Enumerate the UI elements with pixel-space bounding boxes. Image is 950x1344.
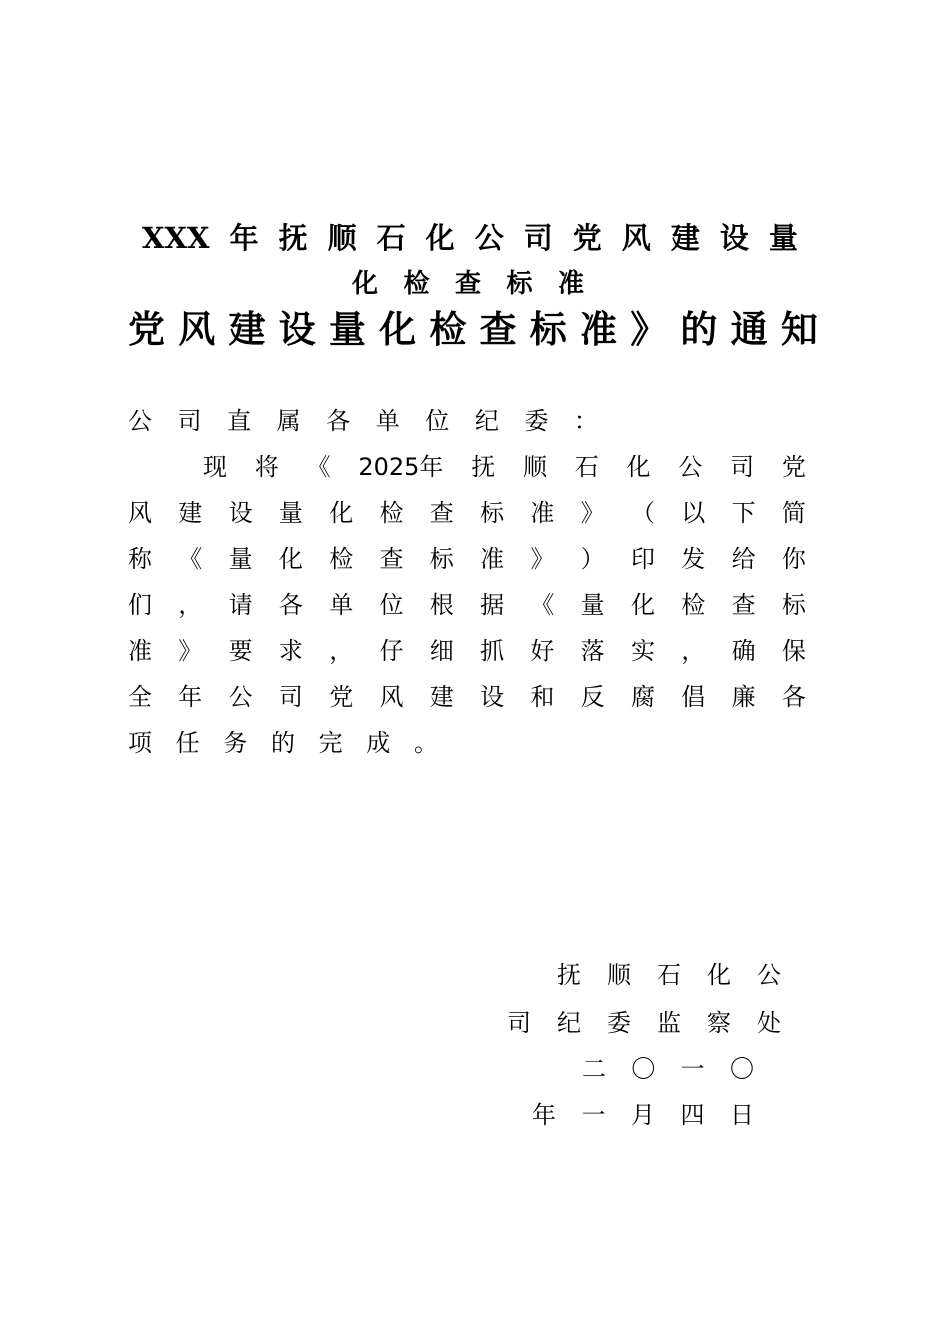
glyph: 下 (731, 499, 756, 527)
glyph: 准 (557, 269, 584, 299)
glyph: 你 (781, 545, 806, 573)
glyph: 党 (329, 683, 354, 711)
notice-title-line-2 (352, 266, 584, 302)
glyph: 化 (278, 545, 303, 573)
notice-title-line-3 (128, 306, 818, 352)
glyph: 》 (630, 307, 668, 351)
glyph: 保 (781, 637, 806, 665)
glyph: 标 (429, 545, 454, 573)
glyph: 顺 (607, 961, 631, 989)
glyph: 量 (278, 499, 303, 527)
glyph: 风 (128, 499, 152, 527)
glyph: 。 (413, 729, 438, 757)
glyph: 量 (768, 221, 798, 255)
body-line-6 (128, 682, 806, 712)
glyph: 顺 (522, 453, 547, 481)
glyph: 《 (178, 545, 203, 573)
greeting-line (128, 406, 598, 436)
glyph: 准 (128, 637, 152, 665)
glyph: 给 (731, 545, 756, 573)
glyph: 检 (429, 307, 467, 351)
glyph: 司 (730, 453, 755, 481)
glyph: 标 (480, 499, 505, 527)
notice-title-line-1 (142, 219, 798, 257)
glyph: 单 (329, 591, 354, 619)
glyph: 检 (329, 545, 354, 573)
glyph: 党 (128, 307, 165, 351)
glyph: 检 (379, 499, 404, 527)
glyph: 和 (530, 683, 555, 711)
glyph: 2025年 (358, 453, 444, 481)
glyph: 处 (757, 1009, 781, 1037)
glyph: 成 (366, 729, 391, 757)
glyph: 属 (276, 407, 301, 435)
glyph: 查 (731, 591, 756, 619)
glyph: 建 (429, 683, 454, 711)
glyph: 的 (270, 729, 295, 757)
glyph: 》 (530, 545, 555, 573)
glyph: 《 (530, 591, 555, 619)
glyph: 将 (254, 453, 279, 481)
glyph: 位 (379, 591, 404, 619)
glyph: 称 (128, 545, 152, 573)
glyph: 化 (707, 961, 731, 989)
glyph: 》 (178, 637, 203, 665)
glyph: 仔 (379, 637, 404, 665)
glyph: 设 (719, 221, 749, 255)
glyph: 化 (425, 221, 455, 255)
glyph: 要 (228, 637, 253, 665)
glyph: 月 (631, 1101, 655, 1129)
glyph: 风 (379, 683, 404, 711)
glyph: 化 (626, 453, 651, 481)
glyph: 委 (524, 407, 549, 435)
body-line-5 (128, 636, 806, 666)
glyph: 反 (580, 683, 605, 711)
signature-date-day (532, 1100, 754, 1130)
glyph: ， (178, 591, 203, 619)
glyph: 年 (532, 1101, 556, 1129)
glyph: 日 (730, 1101, 754, 1129)
glyph: 年 (229, 221, 259, 255)
glyph: 抚 (471, 453, 496, 481)
glyph: 公 (678, 453, 703, 481)
glyph: 准 (530, 499, 555, 527)
glyph: 》 (580, 499, 605, 527)
glyph: 确 (731, 637, 756, 665)
glyph: 请 (228, 591, 253, 619)
glyph: 抓 (480, 637, 505, 665)
glyph: 《 (306, 453, 331, 481)
glyph: ， (681, 637, 706, 665)
glyph: 好 (530, 637, 555, 665)
glyph: 通 (730, 307, 768, 351)
glyph: 查 (379, 545, 404, 573)
glyph: 党 (572, 221, 602, 255)
glyph: 位 (425, 407, 450, 435)
glyph: 印 (630, 545, 655, 573)
glyph: 标 (529, 307, 567, 351)
glyph: 党 (781, 453, 806, 481)
glyph: 落 (580, 637, 605, 665)
glyph: 根 (429, 591, 454, 619)
glyph: 化 (630, 591, 655, 619)
glyph: 各 (278, 591, 303, 619)
glyph: 〇 (729, 1055, 754, 1083)
glyph: 标 (781, 591, 806, 619)
glyph: 腐 (630, 683, 655, 711)
glyph: （ (630, 499, 655, 527)
glyph: 现 (203, 453, 227, 481)
signature-org-line-2 (507, 1008, 781, 1038)
glyph: ， (329, 637, 354, 665)
glyph: 的 (680, 307, 718, 351)
glyph: 公 (228, 683, 253, 711)
glyph: XXX (142, 221, 210, 255)
glyph: 委 (607, 1009, 631, 1037)
glyph: 设 (278, 307, 316, 351)
glyph: 纪 (557, 1009, 581, 1037)
glyph: 廉 (731, 683, 756, 711)
glyph: 们 (128, 591, 152, 619)
glyph: 风 (621, 221, 651, 255)
glyph: 司 (177, 407, 202, 435)
glyph: 抚 (278, 221, 308, 255)
glyph: 各 (326, 407, 351, 435)
glyph: 设 (480, 683, 505, 711)
glyph: 一 (581, 1101, 606, 1129)
glyph: 准 (579, 307, 617, 351)
glyph: 知 (780, 307, 818, 351)
glyph: 四 (680, 1101, 705, 1129)
glyph: 司 (523, 221, 553, 255)
glyph: 〇 (631, 1055, 656, 1083)
glyph: 一 (680, 1055, 705, 1083)
glyph: 标 (506, 269, 533, 299)
glyph: 建 (670, 221, 700, 255)
glyph: 化 (379, 307, 417, 351)
glyph: 设 (228, 499, 253, 527)
glyph: 石 (376, 221, 406, 255)
glyph: 求 (278, 637, 303, 665)
glyph: 察 (707, 1009, 731, 1037)
glyph: 查 (429, 499, 454, 527)
glyph: 司 (278, 683, 303, 711)
glyph: 倡 (681, 683, 706, 711)
glyph: 化 (329, 499, 354, 527)
glyph: 公 (128, 407, 152, 435)
glyph: 量 (328, 307, 366, 351)
glyph: 风 (178, 307, 216, 351)
glyph: 各 (781, 683, 806, 711)
glyph: 纪 (474, 407, 499, 435)
glyph: 顺 (327, 221, 357, 255)
glyph: 抚 (557, 961, 581, 989)
glyph: 化 (352, 269, 379, 299)
glyph: 二 (582, 1055, 606, 1083)
glyph: 直 (227, 407, 252, 435)
glyph: 全 (128, 683, 152, 711)
glyph: 据 (480, 591, 505, 619)
signature-org-line-1 (557, 960, 781, 990)
glyph: 实 (630, 637, 655, 665)
glyph: 查 (479, 307, 517, 351)
glyph: 量 (580, 591, 605, 619)
glyph: 准 (480, 545, 505, 573)
glyph: ： (573, 407, 598, 435)
glyph: 完 (318, 729, 343, 757)
body-line-3 (128, 544, 806, 574)
glyph: 任 (175, 729, 200, 757)
body-line-1 (203, 452, 806, 482)
body-line-2 (128, 498, 806, 528)
glyph: 细 (429, 637, 454, 665)
glyph: 务 (223, 729, 248, 757)
glyph: 年 (178, 683, 203, 711)
glyph: 司 (507, 1009, 531, 1037)
glyph: 以 (681, 499, 706, 527)
glyph: 单 (375, 407, 400, 435)
body-line-4 (128, 590, 806, 620)
glyph: 建 (178, 499, 203, 527)
glyph: 石 (657, 961, 681, 989)
glyph: 检 (403, 269, 430, 299)
glyph: 石 (574, 453, 599, 481)
body-line-7 (128, 728, 438, 758)
glyph: 公 (757, 961, 781, 989)
glyph: ） (580, 545, 605, 573)
signature-date-year (582, 1054, 754, 1084)
glyph: 公 (474, 221, 504, 255)
glyph: 量 (228, 545, 253, 573)
glyph: 发 (681, 545, 706, 573)
glyph: 简 (781, 499, 806, 527)
glyph: 检 (681, 591, 706, 619)
glyph: 查 (454, 269, 481, 299)
glyph: 监 (657, 1009, 681, 1037)
glyph: 项 (128, 729, 152, 757)
glyph: 建 (228, 307, 266, 351)
